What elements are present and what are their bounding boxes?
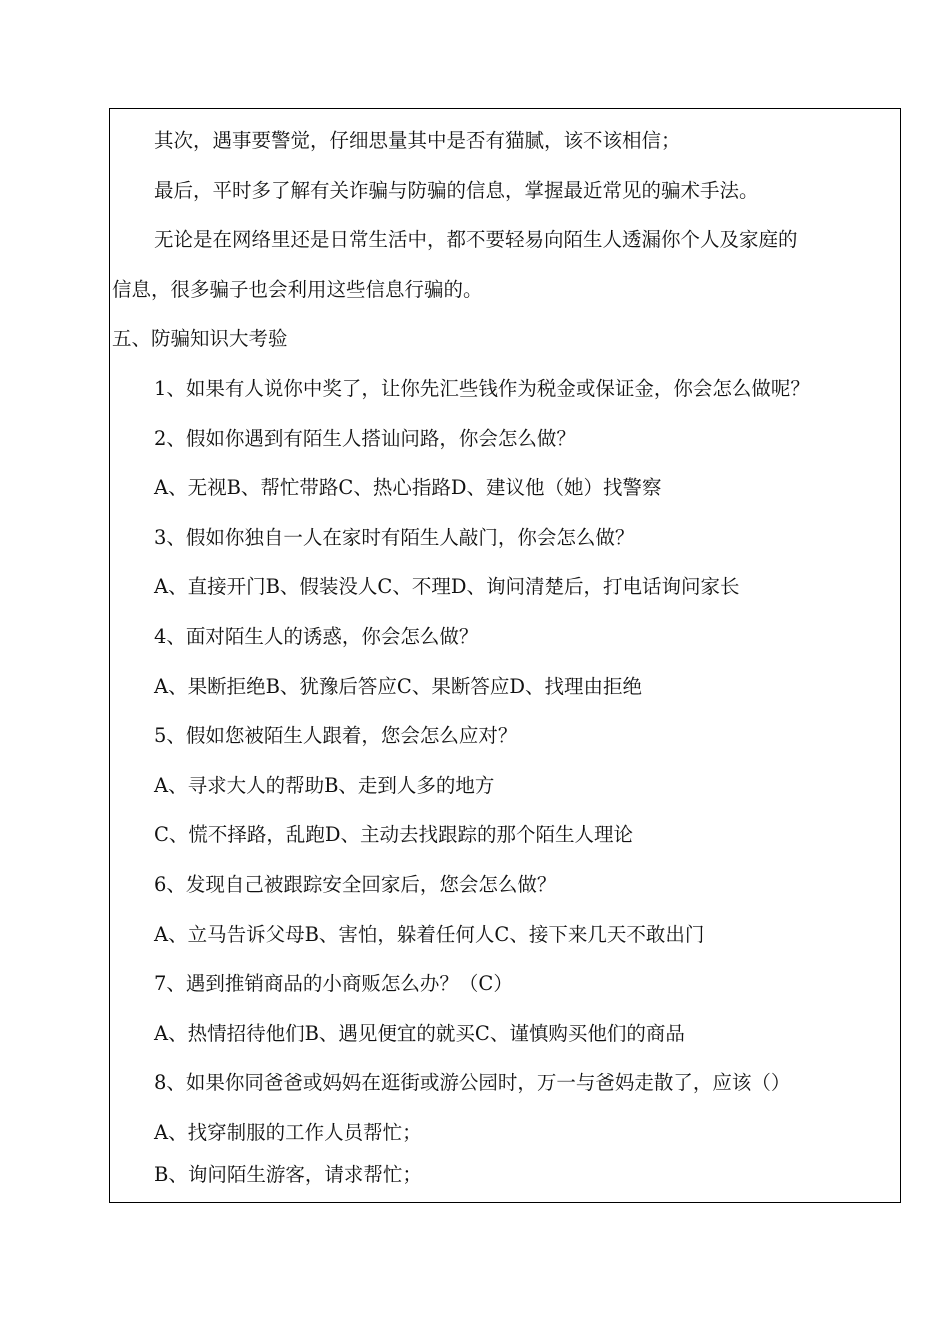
question-line: 3、假如你独自一人在家时有陌生人敲门，你会怎么做？: [154, 525, 635, 549]
paragraph-line: 最后，平时多了解有关诈骗与防骗的信息，掌握最近常见的骗术手法。: [154, 178, 759, 202]
options-line: A、寻求大人的帮助B、走到人多的地方: [154, 773, 495, 797]
question-line: 2、假如你遇到有陌生人搭讪问路，你会怎么做？: [154, 426, 576, 450]
section-heading: 五、防骗知识大考验: [112, 327, 288, 351]
paragraph-line: 信息，很多骗子也会利用这些信息行骗的。: [112, 277, 483, 301]
options-line: A、果断拒绝B、犹豫后答应C、果断答应D、找理由拒绝: [154, 674, 642, 698]
question-line: 4、面对陌生人的诱惑，你会怎么做？: [154, 625, 479, 648]
options-line: A、热情招待他们B、遇见便宜的就买C、谨慎购买他们的商品: [154, 1021, 685, 1045]
question-line: 6、发现自己被跟踪安全回家后，您会怎么做？: [154, 873, 557, 896]
question-line: 5、假如您被陌生人跟着，您会怎么应对？: [154, 724, 518, 748]
options-line: A、找穿制服的工作人员帮忙；: [154, 1121, 422, 1144]
question-line: 1、如果有人说你中奖了，让你先汇些钱作为税金或保证金，你会怎么做呢？: [154, 377, 810, 400]
options-line: A、无视B、帮忙带路C、热心指路D、建议他（她）找警察: [154, 476, 662, 500]
question-line: 7、遇到推销商品的小商贩怎么办？（C）: [154, 972, 513, 996]
options-line: A、立马告诉父母B、害怕，躲着任何人C、接下来几天不敢出门: [154, 922, 705, 946]
document-frame: [109, 108, 901, 1203]
paragraph-line: 其次，遇事要警觉，仔细思量其中是否有猫腻，该不该相信；: [154, 129, 681, 152]
options-line: C、慌不择路，乱跑D、主动去找跟踪的那个陌生人理论: [154, 823, 634, 847]
question-line: 8、如果你同爸爸或妈妈在逛街或游公园时，万一与爸妈走散了，应该（）: [154, 1071, 791, 1095]
options-line: B、询问陌生游客，请求帮忙；: [154, 1163, 422, 1186]
paragraph-line: 无论是在网络里还是日常生活中，都不要轻易向陌生人透漏你个人及家庭的: [154, 228, 798, 252]
options-line: A、直接开门B、假装没人C、不理D、询问清楚后，打电话询问家长: [154, 575, 740, 599]
